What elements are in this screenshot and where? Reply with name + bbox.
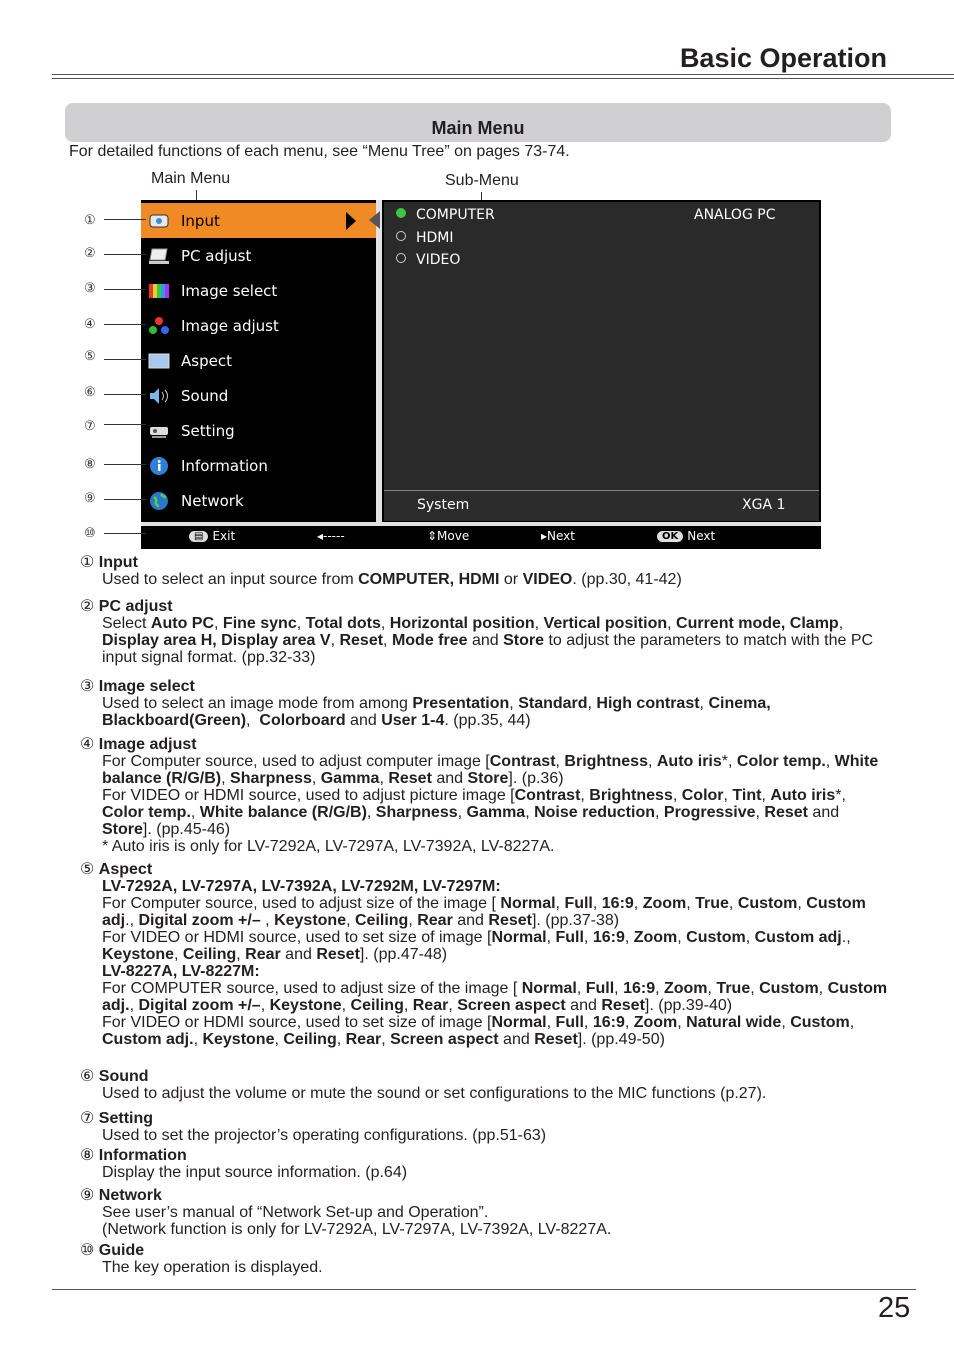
callout-number: ①: [84, 212, 96, 227]
menu-item-input[interactable]: [141, 203, 376, 238]
desc-title: Guide: [98, 1242, 145, 1259]
desc-body: Display the input source information. (p.64): [102, 1164, 408, 1181]
menu-item-label: Network: [181, 492, 244, 510]
desc-body: See user’s manual of “Network Set-up and Operation”. (Network function is only for LV-7292A, LV-7297A, LV-7392A, LV-8227A.: [102, 1204, 612, 1238]
desc-num: ⑨: [80, 1187, 95, 1204]
menu-item-image-adjust[interactable]: [141, 308, 376, 343]
information-icon: [148, 456, 170, 476]
submenu-pointer-icon: [369, 211, 380, 229]
desc-title: Image select: [98, 678, 195, 695]
guide-ok-label: Next: [687, 529, 716, 543]
callout-leader: [104, 254, 146, 255]
image-select-icon: [148, 281, 170, 301]
callout-number: ⑦: [84, 418, 96, 433]
callout-leader: [104, 499, 146, 500]
network-icon: [148, 491, 170, 511]
callout-number: ⑩: [84, 525, 96, 540]
header-rule: [52, 78, 954, 79]
desc-title: PC adjust: [98, 598, 173, 615]
desc-pc-adjust: [80, 598, 892, 666]
sub-menu-caption: Sub-Menu: [445, 172, 519, 189]
guide-exit: [189, 529, 235, 543]
menu-item-label: Image select: [181, 282, 278, 300]
desc-title: Network: [98, 1187, 162, 1204]
footer-rule: [52, 1289, 916, 1290]
guide-ok-next: [657, 529, 715, 543]
menu-item-sound[interactable]: [141, 378, 376, 413]
menu-item-network[interactable]: [141, 483, 376, 518]
desc-num: ②: [80, 598, 95, 615]
callout-number: ⑧: [84, 456, 96, 471]
ok-key-icon: OK: [657, 531, 683, 542]
submenu-value: ANALOG PC: [694, 207, 776, 223]
sound-icon: [148, 386, 170, 406]
callout-number: ③: [84, 280, 96, 295]
callout-leader: [104, 359, 146, 360]
menu-item-label: Input: [181, 212, 220, 230]
desc-setting: [80, 1110, 892, 1144]
guide-back: ◂-----: [317, 529, 345, 543]
desc-network: [80, 1187, 892, 1238]
radio-icon: [396, 253, 406, 263]
desc-num: ⑤: [80, 861, 95, 878]
callout-number: ⑤: [84, 348, 96, 363]
system-value: XGA 1: [742, 497, 786, 513]
desc-body: The key operation is displayed.: [102, 1259, 323, 1276]
callout-leader: [104, 219, 146, 220]
desc-num: ⑩: [80, 1242, 95, 1259]
desc-image-adjust: [80, 736, 892, 855]
desc-body: Used to adjust the volume or mute the sound or set configurations to the MIC functions (p.27).: [102, 1085, 767, 1102]
aspect-icon: [148, 351, 170, 371]
submenu-item-label: VIDEO: [416, 252, 461, 268]
submenu-item-hdmi[interactable]: [396, 230, 454, 246]
guide-move: ⇕Move: [427, 529, 470, 543]
desc-num: ⑧: [80, 1147, 95, 1164]
desc-body: Used to select an image mode from among Presentation, Standard, High contrast, Cinema, Blackboard(Green), Colorboard and User 1-4. (pp.35, 44): [102, 695, 771, 729]
input-icon: [148, 211, 170, 231]
menu-item-image-select[interactable]: [141, 273, 376, 308]
desc-num: ⑦: [80, 1110, 95, 1127]
menu-key-icon: ▤: [189, 531, 208, 542]
desc-aspect: [80, 861, 892, 1048]
menu-item-label: Aspect: [181, 352, 232, 370]
menu-item-pc-adjust[interactable]: [141, 238, 376, 273]
desc-guide: [80, 1242, 892, 1276]
image-adjust-icon: [148, 316, 170, 336]
section-title: Main Menu: [431, 118, 525, 138]
section-intro: For detailed functions of each menu, see “Menu Tree” on pages 73-74.: [69, 143, 570, 160]
callout-leader: [104, 533, 146, 534]
desc-num: ③: [80, 678, 95, 695]
guide-bar: [141, 526, 821, 549]
submenu-item-video[interactable]: [396, 252, 460, 268]
callout-leader: [104, 289, 146, 290]
menu-item-label: Information: [181, 457, 268, 475]
guide-exit-label: Exit: [212, 529, 236, 543]
menu-item-setting[interactable]: [141, 413, 376, 448]
system-label: System: [417, 497, 470, 513]
header-rule: [52, 74, 954, 75]
page-header-title: Basic Operation: [679, 43, 887, 73]
submenu-item-label: COMPUTER: [416, 207, 495, 223]
desc-body: LV-7292A, LV-7297A, LV-7392A, LV-7292M, LV-7297M: For Computer source, used to adjust size of the image [ Normal, Full, 16:9, Zoom, True, Custom, Custom adj., Digital zoom +/– , Keystone, Ceiling, Rear and Reset]. (pp.37-38) For VIDEO or HDMI source, used to set size of image [Normal, Full, 16:9, Zoom, Custom, Custom adj., Keystone, Ceiling, Rear and Reset]. (pp.47-48) LV-8227A, LV-8227M: For COMPUTER source, used to adjust size of the image [ Normal, Full, 16:9, Zoom, True, Custom, Custom adj., Digital zoom +/–, Keystone, Ceiling, Rear, Screen aspect and Reset]. (pp.39-40) For VIDEO or HDMI source, used to set size of image [Normal, Full, 16:9, Zoom, Natural wide, Custom, Custom adj., Keystone, Ceiling, Rear, Screen aspect and Reset]. (pp.49-50): [102, 878, 888, 1048]
desc-body: For Computer source, used to adjust computer image [Contrast, Brightness, Auto iris*, Color temp., White balance (R/G/B), Sharpness, Gamma, Reset and Store]. (p.36) For VIDEO or HDMI source, used to adjust picture image [Contrast, Brightness, Color, Tint, Auto iris*, Color temp., White balance (R/G/B), Sharpness, Gamma, Noise reduction, Progressive, Reset and Store]. (pp.45-46) * Auto iris is only for LV-7292A, LV-7297A, LV-7392A, LV-8227A.: [102, 753, 879, 855]
callout-number: ⑥: [84, 384, 96, 399]
menu-item-label: Sound: [181, 387, 229, 405]
desc-title: Sound: [98, 1068, 149, 1085]
desc-title: Setting: [98, 1110, 154, 1127]
callout-number: ⑨: [84, 490, 96, 505]
menu-item-label: Image adjust: [181, 317, 279, 335]
submenu-arrow-icon: [346, 212, 356, 230]
desc-image-select: [80, 678, 892, 729]
submenu-item-label: HDMI: [416, 230, 454, 246]
desc-information: [80, 1147, 892, 1181]
desc-title: Aspect: [98, 861, 153, 878]
desc-num: ⑥: [80, 1068, 95, 1085]
menu-item-label: PC adjust: [181, 247, 252, 265]
setting-icon: [148, 421, 170, 441]
pc-adjust-icon: [148, 246, 170, 266]
desc-body: Select Auto PC, Fine sync, Total dots, Horizontal position, Vertical position, Current mode, Clamp, Display area H, Display area V, Reset, Mode free and Store to adjust the parameters to match with the PC input signal format. (pp.32-33): [102, 615, 874, 666]
radio-selected-icon: [396, 208, 406, 218]
menu-item-information[interactable]: [141, 448, 376, 483]
menu-item-label: Setting: [181, 422, 235, 440]
desc-body: Used to set the projector’s operating configurations. (pp.51-63): [102, 1127, 547, 1144]
desc-title: Information: [98, 1147, 187, 1164]
desc-title: Image adjust: [98, 736, 197, 753]
desc-input: [80, 554, 682, 588]
callout-leader: [104, 324, 146, 325]
callout-number: ④: [84, 316, 96, 331]
callout-leader: [104, 464, 146, 465]
desc-num: ①: [80, 554, 95, 571]
menu-item-aspect[interactable]: [141, 343, 376, 378]
desc-sound: [80, 1068, 892, 1102]
main-menu-caption: Main Menu: [151, 170, 231, 187]
page-number: 25: [878, 1292, 911, 1324]
desc-body: Used to select an input source from COMPUTER, HDMI or VIDEO. (pp.30, 41-42): [102, 571, 682, 588]
desc-title: Input: [98, 554, 138, 571]
submenu-item-computer[interactable]: [396, 207, 495, 223]
radio-icon: [396, 231, 406, 241]
desc-num: ④: [80, 736, 95, 753]
callout-number: ②: [84, 245, 96, 260]
callout-leader: [104, 424, 146, 425]
callout-leader: [104, 394, 146, 395]
guide-next: ▸Next: [541, 529, 575, 543]
